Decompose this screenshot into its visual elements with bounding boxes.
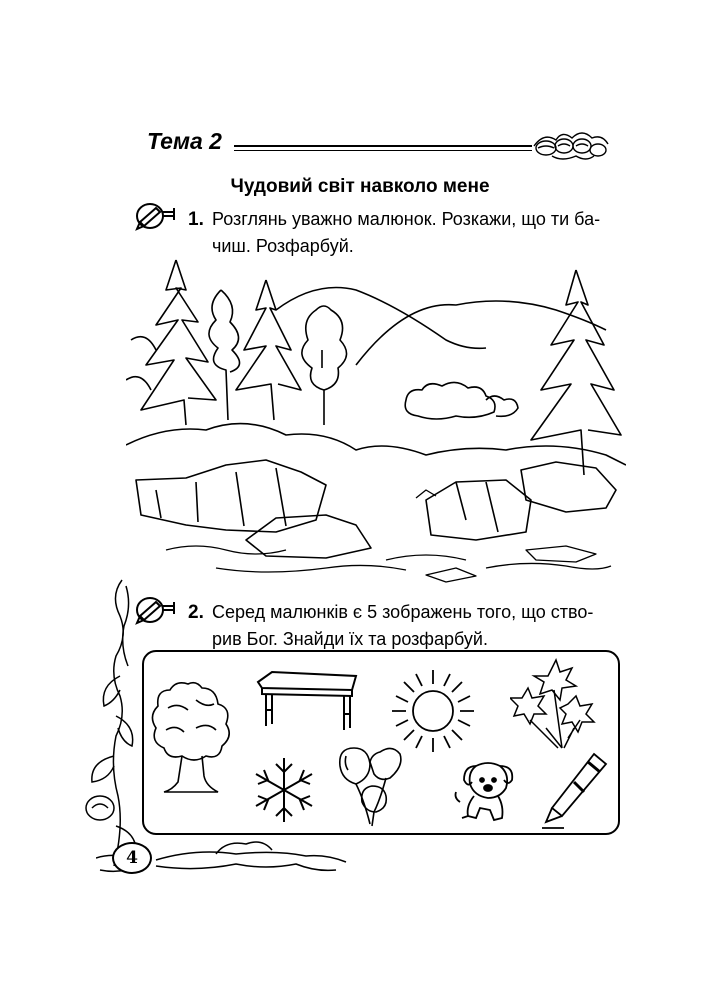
header-rule	[234, 145, 532, 147]
header-rule-thin	[234, 150, 532, 151]
task-2-text-line-2: рив Бог. Знайди їх та розфарбуй.	[212, 629, 488, 649]
balloons-picture	[334, 744, 406, 830]
desk-picture	[254, 668, 360, 732]
task-1-text-line-2: чиш. Розфарбуй.	[212, 236, 354, 256]
fir-tree-right	[531, 270, 621, 475]
task-2-number: 2.	[188, 602, 204, 623]
tree-picture	[148, 678, 232, 796]
mountain-shape	[356, 301, 606, 365]
rocks	[136, 460, 616, 558]
deciduous-tree	[302, 306, 347, 425]
sun-picture	[388, 666, 478, 756]
task-2-text-line-1: Серед малюнків є 5 зображень того, що ство-	[212, 602, 594, 622]
water-ripples	[166, 490, 611, 582]
page-title: Чудовий світ навколо мене	[230, 176, 490, 197]
fir-tree-middle	[236, 280, 301, 420]
snowflake-picture	[248, 754, 320, 826]
flowers-picture	[510, 658, 600, 752]
landscape-illustration	[126, 250, 626, 590]
puppy-picture	[450, 758, 524, 830]
topic-label: Тема 2	[147, 128, 222, 154]
leaves-ornament-icon	[532, 126, 610, 164]
bushes	[405, 382, 518, 419]
page-number: 4	[112, 842, 152, 874]
pictures-box	[142, 650, 620, 835]
pencil-hand-icon	[134, 200, 180, 234]
pen-picture	[540, 750, 610, 830]
task-1-number: 1.	[188, 209, 204, 230]
fir-tree-left	[126, 260, 216, 425]
task-1-text-line-1: Розглянь уважно малюнок. Розкажи, що ти ба-	[212, 209, 601, 229]
